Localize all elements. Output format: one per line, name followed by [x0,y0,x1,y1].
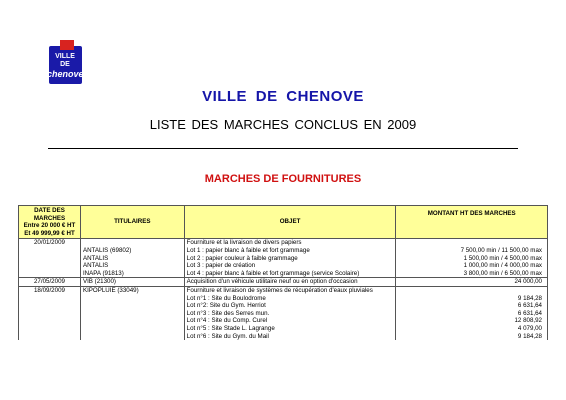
header-date: DATE DES MARCHES Entre 20 000 € HT Et 49 999,99 € HT [19,206,81,239]
header-titulaires: TITULAIRES [80,206,184,239]
row-titulaires: KIPOPLUIE (33049) [80,286,184,340]
table-row [19,239,548,278]
row-objet: Acquisition d'un véhicule utilitaire neuf ou en option d'occasion [184,278,396,287]
row-titulaires: VIB (21300) [80,278,184,287]
divider [48,148,518,149]
section-title: MARCHES DE FOURNITURES [204,173,362,185]
header-montant: MONTANT HT DES MARCHES [396,206,548,239]
row-objet: Fourniture et livraison de systèmes de récupération d'eaux pluviales Lot n°1 : Site du Boulodrome Lot n°2: Site du Gym. Herriot Lot n°3 : Site des Serres mun. Lot n°4 : Site du Comp. Curel Lot n°5 : Site Stade L. Lagrange Lot n°6 : Site du Gym. du Mail [184,286,396,340]
row-date: 18/09/2009 [19,286,81,340]
row-montant: 9 184,28 6 631,64 6 631,64 12 808,92 4 079,00 9 184,28 [396,286,548,340]
logo-line-3: chenove [47,69,84,79]
row-montant: 24 000,00 [396,278,548,287]
table-header-row [19,206,548,239]
logo-flag [60,40,74,50]
row-date: 20/01/2009 [19,239,81,278]
row-montant: 7 500,00 min / 11 500,00 max 1 500,00 min / 4 500,00 max 1 000,00 min / 4 000,00 max 3 800,00 min / 6 500,00 max [396,239,548,278]
row-objet: Fourniture et la livraison de divers papiers Lot 1 : papier blanc à faible et fort grammage Lot 2 : papier couleur à faible grammage Lot 3 : papier de création Lot 4 : papier blanc à faible et fort grammage (service Scolaire) [184,239,396,278]
contracts-table [18,205,548,340]
page-title: VILLE DE CHENOVE [202,88,364,105]
header-objet: OBJET [184,206,396,239]
table-row [19,278,548,287]
page-subtitle: LISTE DES MARCHES CONCLUS EN 2009 [149,117,417,132]
row-titulaires: ANTALIS (69802) ANTALIS ANTALIS INAPA (91813) [80,239,184,278]
row-date: 27/05/2009 [19,278,81,287]
logo-line-1: VILLE [55,53,75,60]
logo-line-2: DE [60,61,70,68]
chenove-logo [46,40,84,84]
table-row [19,286,548,340]
logo-text [47,53,83,79]
